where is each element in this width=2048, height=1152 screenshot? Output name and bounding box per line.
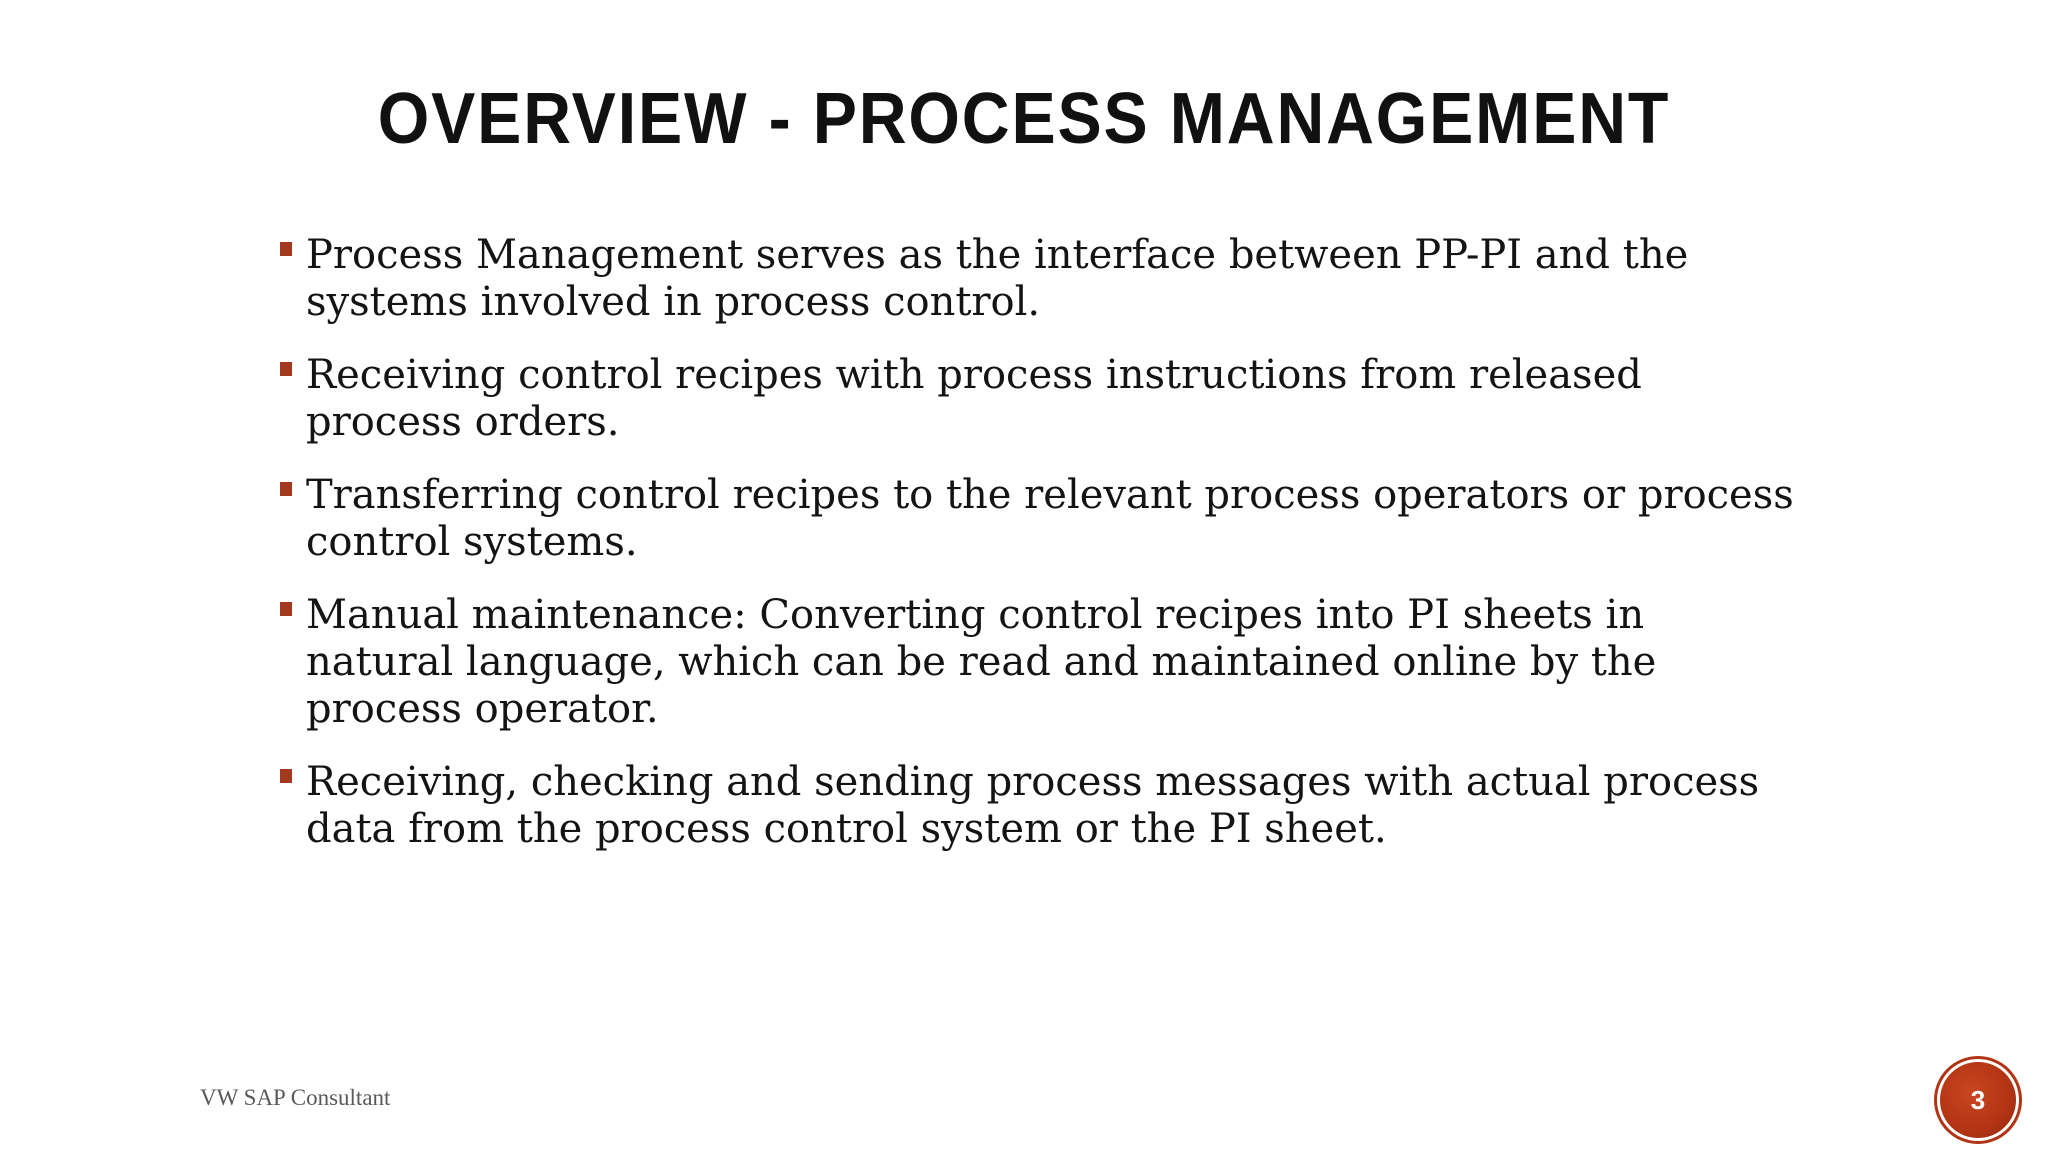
slide-title: OVERVIEW - PROCESS MANAGEMENT [377, 79, 1671, 159]
footer-text: VW SAP Consultant [200, 1085, 391, 1110]
bullet-text: Receiving, checking and sending process messages with actual process data from the process control system or the PI sheet. [306, 759, 1760, 852]
bullet-item [278, 472, 1798, 566]
bullet-item [278, 352, 1798, 446]
bullet-text: Process Management serves as the interface between PP-PI and the systems involved in process control. [306, 232, 1689, 325]
bullet-item [278, 592, 1798, 733]
bullet-item [278, 232, 1798, 326]
bullet-square-icon [280, 602, 292, 616]
bullet-square-icon [280, 482, 292, 496]
bullet-list [278, 232, 1798, 879]
bullet-text: Manual maintenance: Converting control recipes into PI sheets in natural language, which can be read and maintained online by the process operator. [306, 592, 1657, 732]
bullet-square-icon [280, 362, 292, 376]
bullet-text: Receiving control recipes with process instructions from released process orders. [306, 352, 1642, 445]
page-number: 3 [1970, 1084, 1986, 1115]
page-number-badge [1940, 1062, 2016, 1138]
bullet-item [278, 759, 1798, 853]
bullet-text: Transferring control recipes to the relevant process operators or process control systems. [306, 472, 1794, 565]
bullet-square-icon [280, 769, 292, 783]
bullet-square-icon [280, 242, 292, 256]
